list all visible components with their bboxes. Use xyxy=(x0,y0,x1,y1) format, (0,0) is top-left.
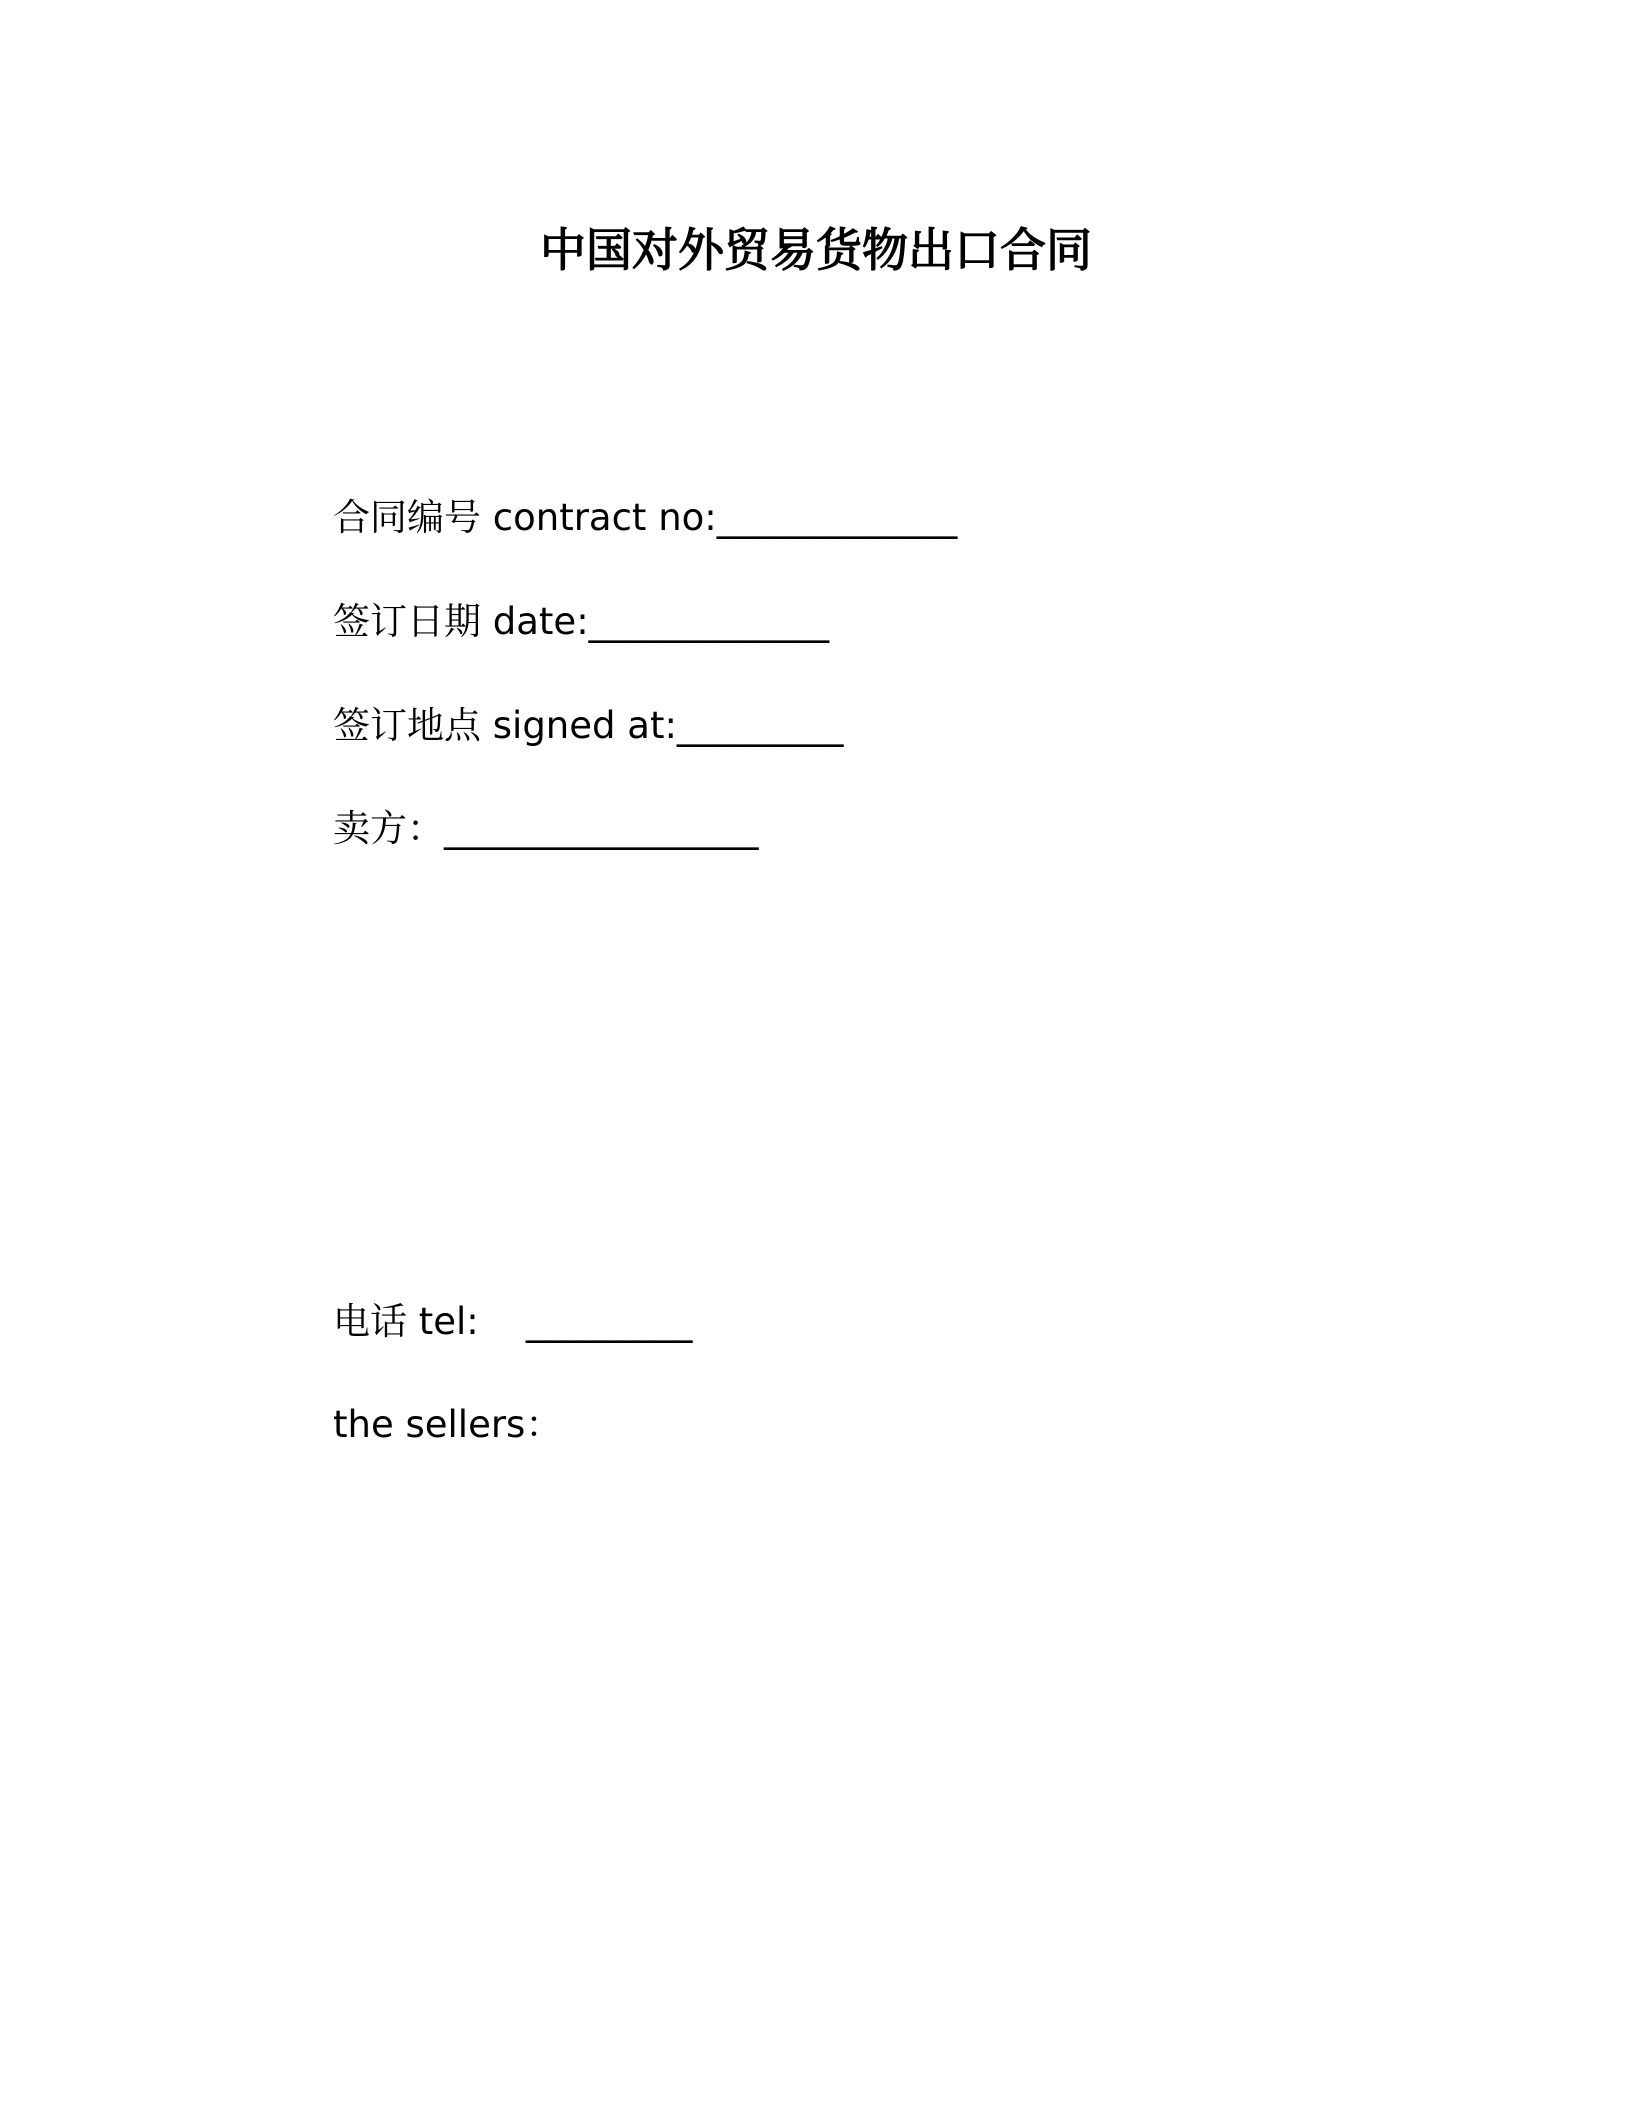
contract-number-field: 合同编号 contract no:_____________ xyxy=(333,496,958,539)
signing-date-field: 签订日期 date:_____________ xyxy=(333,600,830,643)
telephone-field: 电话 tel: _________ xyxy=(333,1300,693,1343)
the-sellers-label: the sellers： xyxy=(333,1403,563,1446)
document-title: 中国对外贸易货物出口合同 xyxy=(540,223,1092,277)
seller-field: 卖方：_________________ xyxy=(333,807,759,850)
signing-place-field: 签订地点 signed at:_________ xyxy=(333,704,844,747)
